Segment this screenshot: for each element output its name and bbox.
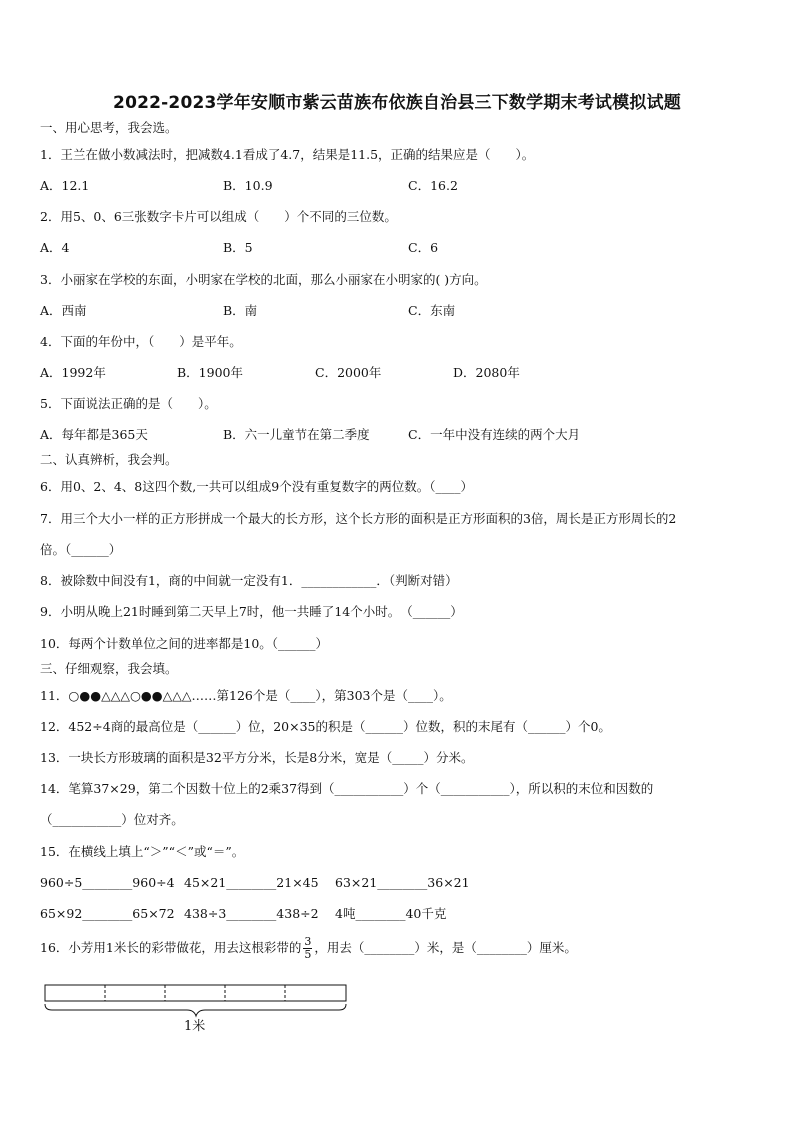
section-1-heading: 一、用心思考，我会选。 [40, 120, 178, 135]
question-7-line-2: 倍。（______） [40, 542, 122, 557]
q5-option-b: B．六一儿童节在第二季度 [223, 427, 370, 442]
page-title: 2022-2023学年安顺市紫云苗族布依族自治县三下数学期末考试模拟试题 [113, 93, 681, 113]
q5-option-a: A．每年都是365天 [40, 427, 148, 442]
compare-4: 65×92________65×72 [40, 906, 175, 921]
compare-5: 438÷3________438÷2 [184, 906, 319, 921]
q5-option-c: C．一年中没有连续的两个大月 [408, 427, 581, 442]
brace [45, 1004, 346, 1016]
question-3: 3．小丽家在学校的东面，小明家在学校的北面，那么小丽家在小明家的( )方向。 [40, 272, 487, 287]
fraction-denominator: 5 [304, 948, 312, 961]
question-11: 11．○●●△△△○●●△△△……第126个是（____），第303个是（____）。 [40, 688, 452, 703]
section-3-heading: 三、仔细观察，我会填。 [40, 661, 178, 676]
fraction-three-fifths [303, 936, 312, 961]
diagram-label-1m: 1米 [184, 1019, 206, 1034]
compare-3: 63×21________36×21 [335, 875, 470, 890]
q3-option-a: A．西南 [40, 303, 87, 318]
ribbon-diagram [44, 984, 348, 1044]
section-2-heading: 二、认真辨析，我会判。 [40, 452, 178, 467]
q16-text-after: ，用去（________）米，是（________）厘米。 [314, 940, 577, 955]
question-6: 6．用0、2、4、8这四个数,一共可以组成9个没有重复数字的两位数。（____） [40, 479, 473, 494]
question-14-line-2: （___________）位对齐。 [40, 812, 184, 827]
fraction-numerator: 3 [304, 935, 312, 948]
question-1: 1．王兰在做小数减法时，把减数4.1看成了4.7，结果是11.5，正确的结果应是（ ）。 [40, 147, 535, 162]
question-15: 15．在横线上填上“＞”“＜”或“＝”。 [40, 844, 245, 859]
question-10: 10．每两个计数单位之间的进率都是10。（______） [40, 636, 329, 651]
question-5: 5．下面说法正确的是（ ）。 [40, 396, 217, 411]
question-9: 9．小明从晚上21时睡到第二天早上7时，他一共睡了14个小时。 （______） [40, 604, 463, 619]
q4-option-b: B．1900年 [177, 365, 243, 380]
q2-option-a: A．4 [40, 240, 70, 255]
question-12: 12．452÷4商的最高位是（______）位，20×35的积是（______）位数，积的末尾有（______）个0。 [40, 719, 611, 734]
q4-option-c: C．2000年 [315, 365, 382, 380]
q1-option-b: B．10.9 [223, 178, 273, 193]
q1-option-c: C．16.2 [408, 178, 458, 193]
question-7-line-1: 7．用三个大小一样的正方形拼成一个最大的长方形，这个长方形的面积是正方形面积的3倍，周长是正方形周长的2 [40, 511, 677, 526]
q16-text-before: 16．小芳用1米长的彩带做花，用去这根彩带的 [40, 940, 302, 955]
q4-option-a: A．1992年 [40, 365, 106, 380]
compare-6: 4吨________40千克 [335, 906, 447, 921]
ribbon-bar [45, 985, 346, 1001]
question-13: 13．一块长方形玻璃的面积是32平方分米，长是8分米，宽是（_____）分米。 [40, 750, 474, 765]
q2-option-c: C．6 [408, 240, 439, 255]
q3-option-b: B．南 [223, 303, 258, 318]
compare-1: 960÷5________960÷4 [40, 875, 175, 890]
question-4: 4．下面的年份中，（ ）是平年。 [40, 334, 242, 349]
q1-option-a: A．12.1 [40, 178, 90, 193]
q2-option-b: B．5 [223, 240, 253, 255]
question-2: 2．用5、0、6三张数字卡片可以组成（ ）个不同的三位数。 [40, 209, 397, 224]
q3-option-c: C．东南 [408, 303, 456, 318]
q4-option-d: D．2080年 [453, 365, 520, 380]
compare-2: 45×21________21×45 [184, 875, 319, 890]
question-16 [40, 934, 577, 962]
question-14-line-1: 14．笔算37×29，第二个因数十位上的2乘37得到（___________）个（___________），所以积的末位和因数的 [40, 781, 654, 796]
question-8: 8．被除数中间没有1，商的中间就一定没有1．____________．（判断对错） [40, 573, 458, 588]
